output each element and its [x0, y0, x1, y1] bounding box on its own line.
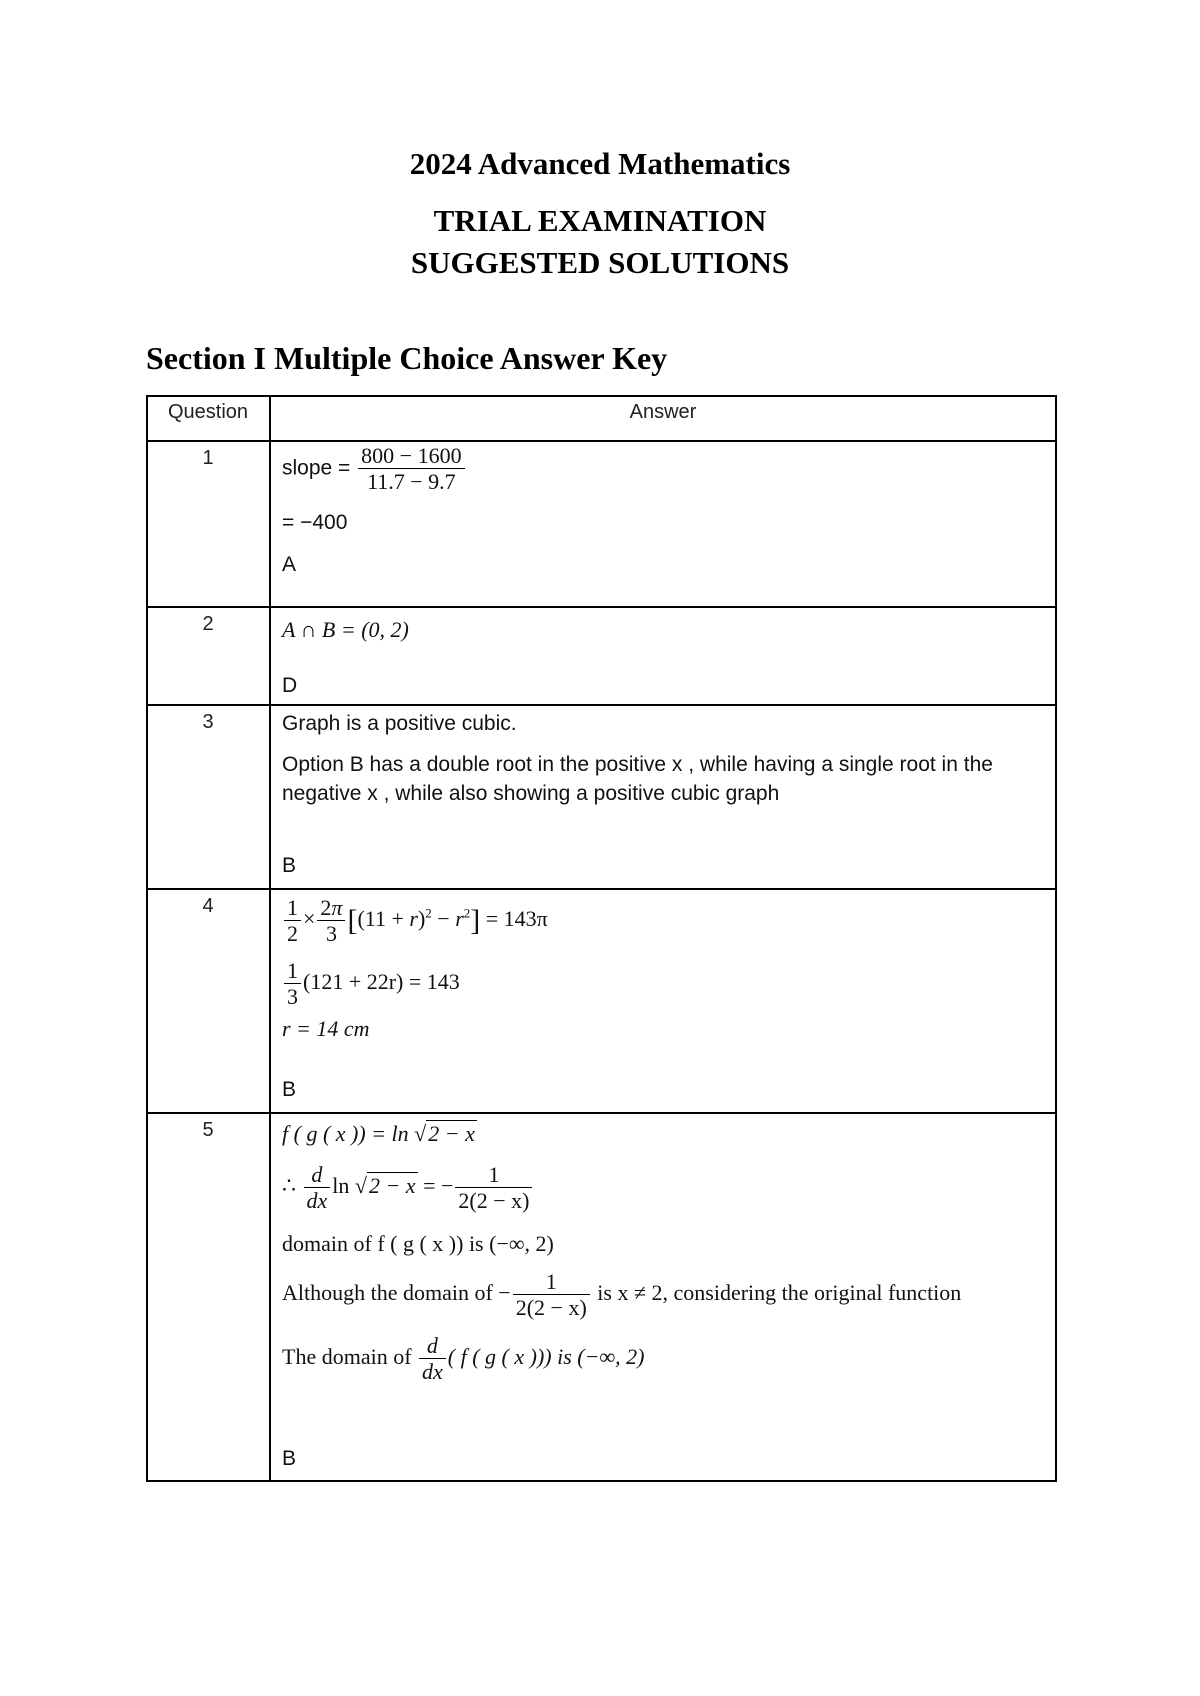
answer-3-line3: negative x , while also showing a positive cubic graph: [282, 782, 780, 805]
answer-key-table: [146, 395, 1057, 1482]
d-dx: $\frac{d}{dx}$: [304, 1162, 331, 1214]
table-border-top: [146, 395, 1057, 397]
although-fraction: $\frac{1}{2(2 - x)}$: [513, 1269, 590, 1321]
answer-3-line2: Option B has a double root in the positive x , while having a single root in the: [282, 753, 993, 776]
answer-3-line1: Graph is a positive cubic.: [282, 712, 517, 735]
table-divider: [146, 1112, 1057, 1114]
table-divider: [146, 606, 1057, 608]
answer-1-result: = −400: [282, 511, 348, 534]
equation-rhs: = 143π: [485, 905, 548, 931]
question-number: 2: [202, 613, 214, 635]
although-prefix: Although the domain of −: [282, 1279, 511, 1305]
answer-5-letter: B: [282, 1447, 297, 1470]
table-divider: [146, 440, 1057, 442]
subtitle-suggested-solutions: SUGGESTED SOLUTIONS: [410, 245, 790, 280]
final-suffix: ( f ( g ( x ))) is (−∞, 2): [447, 1343, 645, 1369]
table-border-right: [1055, 395, 1057, 1482]
answer-5-although: [282, 1269, 961, 1321]
question-number: 3: [202, 711, 214, 733]
two-pi-over-three: $\frac{2\pi}{3}$: [317, 895, 345, 947]
fraction-denominator: 11.7 − 9.7: [367, 469, 456, 495]
header-question: Question: [167, 401, 249, 423]
table-border-left: [146, 395, 148, 1482]
derivative-result: $\frac{1}{2(2 - x)}$: [455, 1162, 532, 1214]
answer-5-domain: domain of f ( g ( x )) is (−∞, 2): [282, 1231, 554, 1256]
answer-4-equation-1: $\frac{1}{2}$ × $\frac{2\pi}{3}$ $[(11 + r)^2 - r^2] = 143\pi$: [282, 895, 548, 947]
answer-3-letter: B: [282, 854, 297, 877]
final-prefix: The domain of: [282, 1343, 418, 1369]
half-fraction: $\frac{1}{2}$: [284, 895, 301, 947]
composite-lhs: f ( g ( x )) = ln: [282, 1121, 409, 1146]
third-fraction: $\frac{1}{3}$: [284, 958, 301, 1010]
equation-body: (121 + 22r) = 143: [303, 968, 460, 994]
table-divider: [146, 888, 1057, 890]
answer-4-radius: r = 14 cm: [282, 1016, 370, 1041]
radicand: 2 − x: [428, 1121, 475, 1146]
question-number: 1: [202, 447, 214, 469]
fraction-numerator: 800 − 1600: [358, 443, 464, 469]
answer-1-letter: A: [282, 553, 297, 576]
answer-5-final-domain: [282, 1333, 645, 1385]
table-column-divider: [269, 395, 271, 1482]
d-dx: $\frac{d}{dx}$: [419, 1333, 446, 1385]
answer-5-composite: f ( g ( x )) = ln √2 − x: [282, 1121, 475, 1146]
answer-5-derivative: ∴ $\frac{d}{dx}$ ln √2 − x = − $\frac{1}{2(2 - x)}$: [282, 1162, 534, 1214]
question-number: 4: [202, 895, 214, 917]
slope-fraction: [358, 443, 464, 495]
document-title: 2024 Advanced Mathematics: [409, 146, 791, 181]
table-divider: [146, 704, 1057, 706]
answer-4-letter: B: [282, 1078, 297, 1101]
table-border-bottom: [146, 1480, 1057, 1482]
slope-label: slope =: [282, 456, 351, 480]
header-answer: Answer: [629, 401, 697, 423]
answer-4-equation-2: [282, 958, 460, 1010]
answer-2-expression: A ∩ B = (0, 2): [282, 617, 409, 642]
answer-1-slope: [282, 443, 467, 495]
although-suffix: is x ≠ 2, considering the original function: [591, 1279, 962, 1305]
question-number: 5: [202, 1119, 214, 1141]
section-title: Section I Multiple Choice Answer Key: [146, 340, 668, 376]
answer-2-letter: D: [282, 674, 298, 697]
subtitle-trial-examination: TRIAL EXAMINATION: [433, 203, 767, 238]
